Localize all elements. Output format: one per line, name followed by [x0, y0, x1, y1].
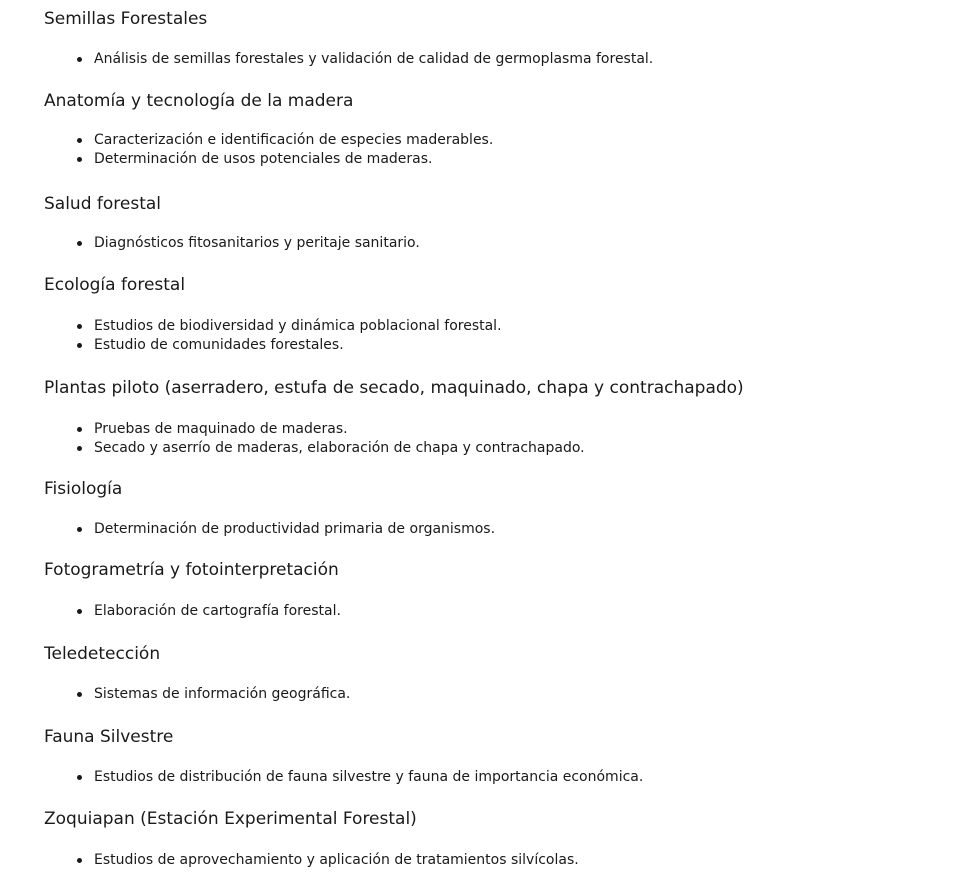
list-item-text: Análisis de semillas forestales y validación de calidad de germoplasma forestal.	[94, 51, 654, 67]
bullet-icon	[77, 446, 82, 451]
list-item	[0, 768, 643, 787]
section-title: Plantas piloto (aserradero, estufa de secado, maquinado, chapa y contrachapado)	[44, 378, 744, 398]
bullet-icon	[77, 157, 82, 162]
list-item	[0, 50, 653, 69]
section-item-list	[0, 420, 585, 458]
section-title: Ecología forestal	[44, 275, 186, 295]
bullet-icon	[77, 427, 82, 432]
list-item-text: Caracterización e identificación de especies maderables.	[94, 132, 494, 148]
list-item	[0, 520, 495, 539]
list-item-text: Estudio de comunidades forestales.	[94, 337, 344, 353]
list-item	[0, 420, 585, 439]
list-item-text: Estudios de aprovechamiento y aplicación de tratamientos silvícolas.	[94, 852, 579, 868]
list-item-text: Sistemas de información geográfica.	[94, 686, 351, 702]
section-item-list	[0, 50, 653, 69]
list-item-text: Pruebas de maquinado de maderas.	[94, 421, 348, 437]
list-item	[0, 685, 350, 704]
section-item-list	[0, 234, 420, 253]
bullet-icon	[77, 324, 82, 329]
section-item-list	[0, 851, 579, 870]
section-item-list	[0, 317, 502, 355]
list-item	[0, 439, 585, 458]
section-title: Teledetección	[44, 644, 161, 664]
bullet-icon	[77, 858, 82, 863]
list-item	[0, 317, 502, 336]
list-item-text: Secado y aserrío de maderas, elaboración de chapa y contrachapado.	[94, 440, 585, 456]
section-title: Fotogrametría y fotointerpretación	[44, 560, 339, 580]
section-item-list	[0, 768, 643, 787]
section-item-list	[0, 131, 493, 169]
list-item	[0, 131, 493, 150]
list-item-text: Determinación de usos potenciales de maderas.	[94, 151, 433, 167]
bullet-icon	[77, 138, 82, 143]
section-title: Salud forestal	[44, 194, 162, 214]
list-item-text: Elaboración de cartografía forestal.	[94, 603, 341, 619]
list-item	[0, 602, 341, 621]
list-item	[0, 851, 579, 870]
section-item-list	[0, 602, 341, 621]
bullet-icon	[77, 609, 82, 614]
bullet-icon	[77, 241, 82, 246]
list-item	[0, 150, 493, 169]
list-item-text: Estudios de distribución de fauna silvestre y fauna de importancia económica.	[94, 769, 644, 785]
bullet-icon	[77, 692, 82, 697]
list-item-text: Determinación de productividad primaria de organismos.	[94, 521, 496, 537]
bullet-icon	[77, 343, 82, 348]
section-title: Fisiología	[44, 479, 123, 499]
list-item	[0, 234, 420, 253]
section-title: Zoquiapan (Estación Experimental Forestal)	[44, 809, 417, 829]
list-item-text: Diagnósticos fitosanitarios y peritaje sanitario.	[94, 235, 420, 251]
section-item-list	[0, 685, 350, 704]
list-item	[0, 336, 502, 355]
section-title: Fauna Silvestre	[44, 727, 174, 747]
list-item-text: Estudios de biodiversidad y dinámica poblacional forestal.	[94, 318, 502, 334]
section-item-list	[0, 520, 495, 539]
bullet-icon	[77, 57, 82, 62]
section-title: Anatomía y tecnología de la madera	[44, 91, 354, 111]
bullet-icon	[77, 527, 82, 532]
section-title: Semillas Forestales	[44, 9, 208, 29]
bullet-icon	[77, 775, 82, 780]
